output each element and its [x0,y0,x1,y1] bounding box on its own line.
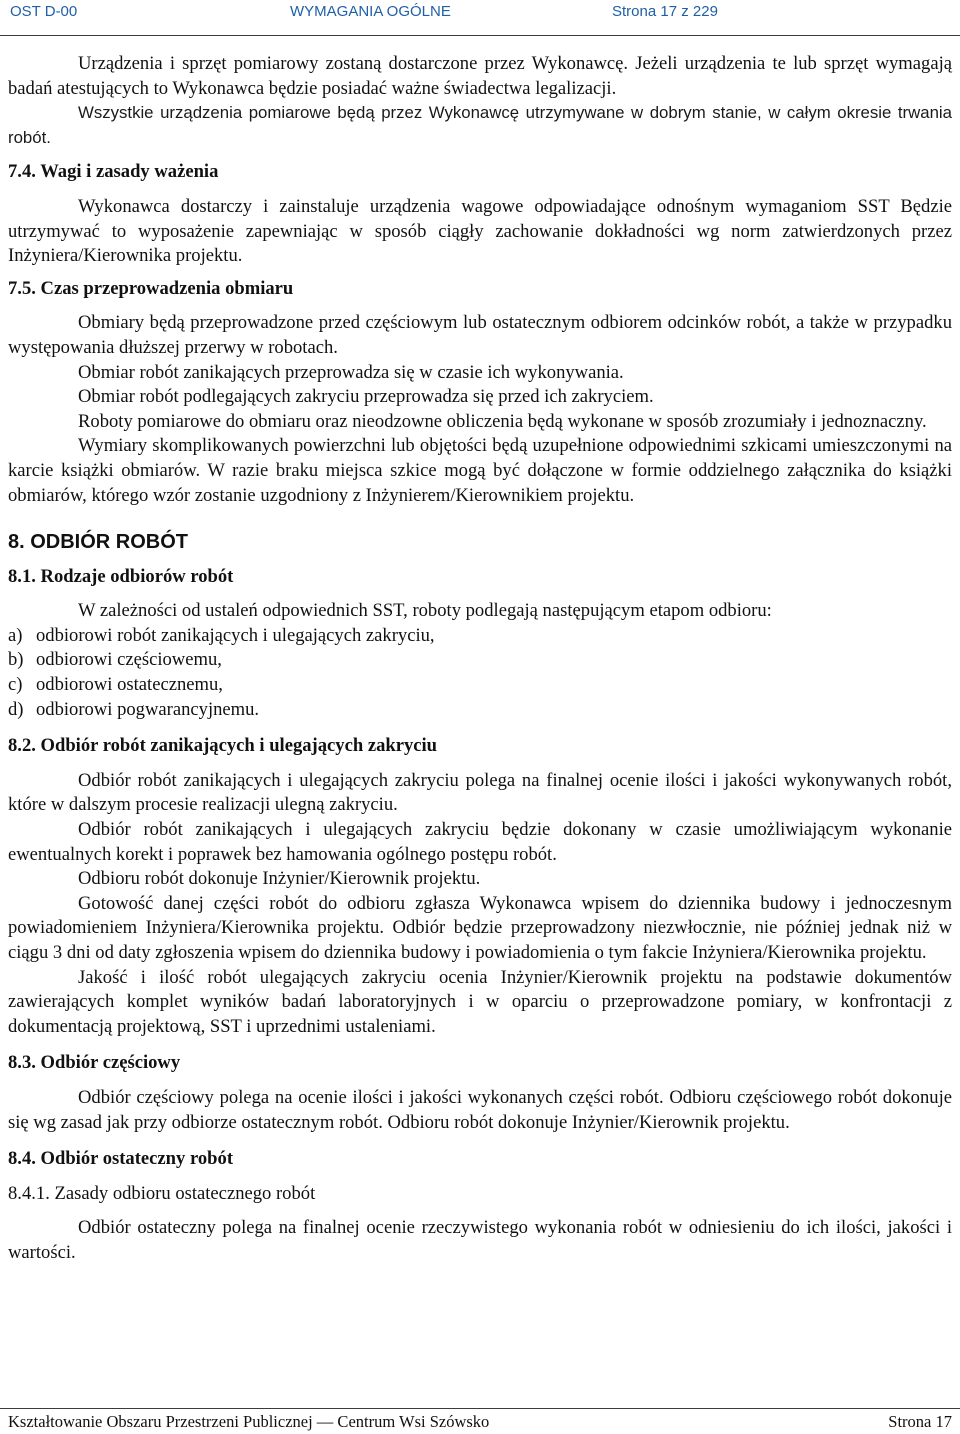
header-divider [0,35,960,36]
paragraph: Obmiar robót zanikających przeprowadza się w czasie ich wykonywania. [78,361,624,383]
list-item: a) odbiorowi robót zanikających i ulegających zakryciu, [8,624,435,646]
paragraph: Obmiary będą przeprowadzone przed częściowym lub ostatecznym odbiorem odcinków robót, a także w przypadku występowania dłuższej przerwy w robotach. [8,312,952,358]
paragraph: Odbiór ostateczny polega na finalnej ocenie rzeczywistego wykonania robót w odniesieniu do ich ilości, jakości i wartości. [8,1217,952,1263]
section-heading-8-1: 8.1. Rodzaje odbiorów robót [8,565,234,587]
footer-page-number: Strona 17 [888,1412,952,1431]
section-heading-8-2: 8.2. Odbiór robót zanikających i ulegających zakryciu [8,735,438,757]
header-doc-code: OST D-00 [10,3,78,20]
footer-divider [0,1408,960,1409]
list-item: b) odbiorowi częściowemu, [8,649,222,671]
paragraph: Urządzenia i sprzęt pomiarowy zostaną dostarczone przez Wykonawcę. Jeżeli urządzenia te lub sprzęt wymagają badań atestujących to Wykonawca będzie posiadać ważne świadectwa legalizacji. [8,53,952,99]
reception-stages-list [8,624,952,722]
section-heading-7-5: 7.5. Czas przeprowadzenia obmiaru [8,277,294,299]
paragraph: Odbioru robót dokonuje Inżynier/Kierownik projektu. [78,868,481,890]
paragraph: W zależności od ustaleń odpowiednich SST, roboty podlegają następującym etapom odbioru: [78,600,772,622]
paragraph: Jakość i ilość robót ulegających zakryciu ocenia Inżynier/Kierownik projektu na podstawie dokumentów zawierających komplet wyników badań laboratoryjnych i w oparciu o przeprowadzone pomiary, w konfrontacji z dokumentacją projektową, SST i uprzednimi ustaleniami. [8,966,952,1037]
section-heading-8-3: 8.3. Odbiór częściowy [8,1052,181,1074]
list-item: c) odbiorowi ostatecznemu, [8,674,223,696]
paragraph: Obmiar robót podlegających zakryciu przeprowadza się przed ich zakryciem. [78,386,654,408]
section-heading-7-4: 7.4. Wagi i zasady ważenia [8,161,219,183]
header-section-title: WYMAGANIA OGÓLNE [290,3,451,20]
section-heading-8-4-1: 8.4.1. Zasady odbioru ostatecznego robót [8,1182,316,1204]
header-page-number: Strona 17 z 229 [612,3,718,20]
paragraph: Roboty pomiarowe do obmiaru oraz nieodzowne obliczenia będą wykonane w sposób zrozumiały i jednoznaczny. [78,410,927,432]
document-body [8,52,952,1266]
paragraph: Odbiór robót zanikających i ulegających zakryciu polega na finalnej ocenie ilości i jakości wykonywanych robót, które w dalszym procesie realizacji ulegną zakryciu. [8,769,952,816]
list-item: d) odbiorowi pogwarancyjnemu. [8,698,260,720]
paragraph: Odbiór częściowy polega na ocenie ilości i jakości wykonanych części robót. Odbioru częściowego robót dokonuje się wg zasad jak przy odbiorze ostatecznym robót. Odbioru robót dokonuje Inżynier/Kierownik projektu. [8,1086,952,1133]
section-heading-8-4: 8.4. Odbiór ostateczny robót [8,1148,234,1170]
chapter-heading-8: 8. ODBIÓR ROBÓT [8,531,189,554]
paragraph: Wykonawca dostarczy i zainstaluje urządzenia wagowe odpowiadające odnośnym wymaganiom SST Będzie utrzymywać to wyposażenie zapewniając w sposób ciągły zachowanie dokładności wg norm zatwierdzonych przez Inżyniera/Kierownika projektu. [8,195,952,267]
page-header [0,0,960,36]
paragraph: Odbiór robót zanikających i ulegających zakryciu będzie dokonany w czasie umożliwiającym wykonanie ewentualnych korekt i poprawek bez hamowania ogólnego postępu robót. [8,819,952,865]
paragraph: Wszystkie urządzenia pomiarowe będą przez Wykonawcę utrzymywane w dobrym stanie, w całym okresie trwania robót. [8,103,952,147]
footer-project-title: Kształtowanie Obszaru Przestrzeni Publicznej — Centrum Wsi Szówsko [8,1412,490,1431]
paragraph: Wymiary skomplikowanych powierzchni lub objętości będą uzupełnione odpowiednimi szkicami umieszczonymi na karcie książki obmiarów. W razie braku miejsca szkice mogą być dołączone w formie oddzielnego załącznika do książki obmiarów, którego wzór zostanie uzgodniony z Inżynierem/Kierownikiem projektu. [8,435,952,506]
page-footer [8,1412,952,1432]
paragraph: Gotowość danej części robót do odbioru zgłasza Wykonawca wpisem do dziennika budowy i jednoczesnym powiadomieniem Inżyniera/Kierownika projektu. Odbiór będzie przeprowadzony niezwłocznie, nie później jednak niż w ciągu 3 dni od daty zgłoszenia wpisem do dziennika budowy i powiadomienia o tym fakcie Inżyniera/Kierownika projektu. [8,892,952,963]
